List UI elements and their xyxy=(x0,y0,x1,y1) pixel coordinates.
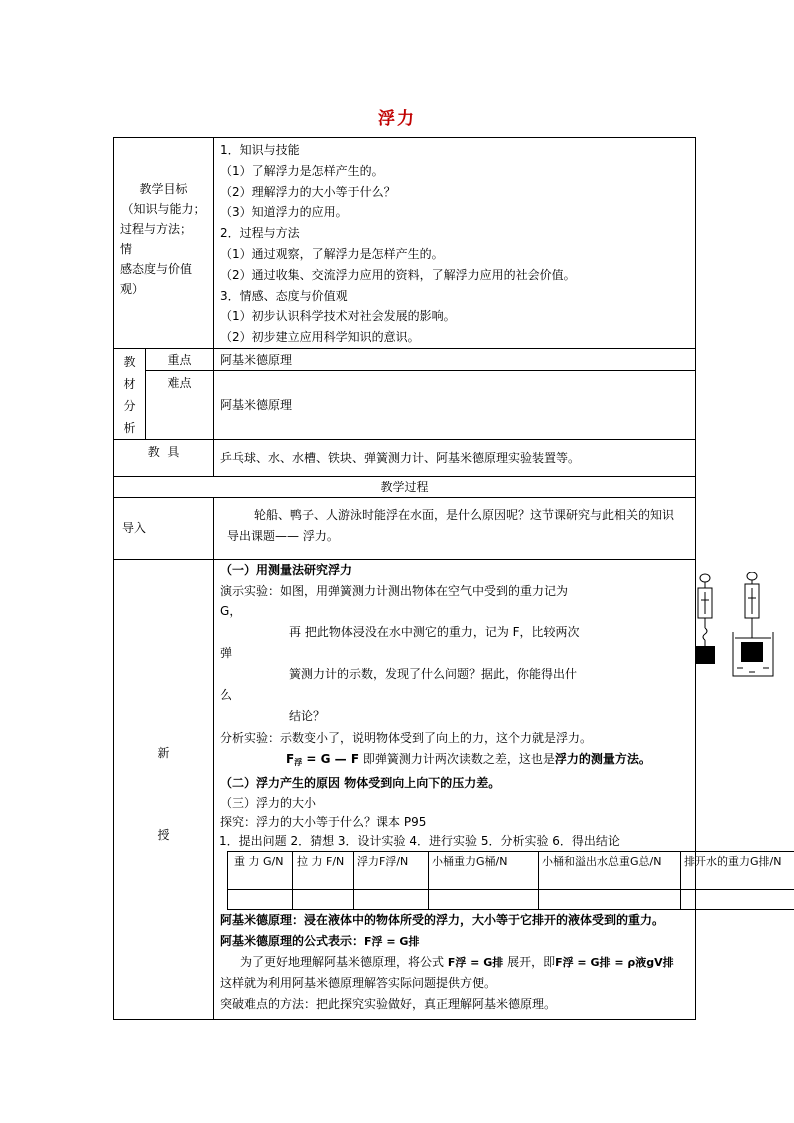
objectives-label-line: 观） xyxy=(120,282,145,296)
page-title: 浮力 xyxy=(378,109,416,129)
new-lesson-label-char: 新 xyxy=(157,746,170,761)
expand-text: 为了更好地理解阿基米德原理，将公式 xyxy=(240,954,448,969)
objective-line: （1）初步认识科学技术对社会发展的影响。 xyxy=(220,309,456,324)
objectives-content xyxy=(214,138,696,349)
objective-line: 3．情感、态度与价值观 xyxy=(220,288,348,303)
experiment-header-row xyxy=(228,851,794,889)
section-3: （三）浮力的大小 xyxy=(220,795,317,810)
data-cell xyxy=(539,889,681,909)
formula-f: F xyxy=(286,751,295,766)
demo-line: 么 xyxy=(220,687,233,702)
intro-label: 导入 xyxy=(114,497,214,559)
new-lesson-label xyxy=(114,559,214,1019)
spring-scale-air xyxy=(698,574,712,646)
expand-formula-2: F浮 = G排 = ρ液gV排 xyxy=(555,955,674,969)
objectives-label xyxy=(114,138,214,349)
key-point-value: 阿基米德原理 xyxy=(214,348,696,370)
data-cell xyxy=(354,889,429,909)
process-heading: 教学过程 xyxy=(114,476,696,497)
intro-line: 导出课题—— 浮力。 xyxy=(227,528,339,543)
expand-formula-1: F浮 = G排 xyxy=(447,955,504,969)
archimedes-principle: 阿基米德原理：浸在液体中的物体所受的浮力，大小等于它排开的液体受到的重力。 xyxy=(220,912,665,927)
spring-scale-apparatus-illustration xyxy=(693,572,789,682)
header-displaced-weight: 排开水的重力G排/N xyxy=(681,851,794,889)
demo-line: 演示实验：如图，用弹簧测力计测出物体在空气中受到的重力记为 xyxy=(220,583,569,598)
analysis-label xyxy=(114,348,146,439)
new-lesson-label-char: 授 xyxy=(157,828,170,843)
breakthrough-line: 突破难点的方法：把此探究实验做好，真正理解阿基米德原理。 xyxy=(220,996,557,1011)
objective-line: （1）通过观察，了解浮力是怎样产生的。 xyxy=(220,246,444,261)
header-pull: 拉 力 F/N xyxy=(293,851,354,889)
practical-line: 这样就为利用阿基米德原理解答实际问题提供方便。 xyxy=(220,975,497,990)
formula-title: 阿基米德原理的公式表示： xyxy=(220,933,365,948)
tools-value: 乒乓球、水、水槽、铁块、弹簧测力计、阿基米德原理实验装置等。 xyxy=(214,439,696,476)
objective-line: 1．知识与技能 xyxy=(220,143,300,157)
objectives-label-line: 感态度与价值 xyxy=(120,262,193,276)
intro-line: 轮船、鸭子、人游泳时能浮在水面，是什么原因呢？这节课研究与此相关的知识 xyxy=(254,507,675,522)
header-gravity: 重 力 G/N xyxy=(228,851,293,889)
explore-line: 探究：浮力的大小等于什么？课本 P95 xyxy=(220,814,427,829)
objective-line: （2）通过收集、交流浮力应用的资料，了解浮力应用的社会价值。 xyxy=(220,267,576,282)
objective-line: （1）了解浮力是怎样产生的。 xyxy=(220,163,384,178)
objectives-label-line: 教学目标 xyxy=(139,182,188,196)
analysis-label-char: 分 xyxy=(123,398,136,413)
formula-2: F浮 = G排 xyxy=(364,934,420,948)
data-cell xyxy=(293,889,354,909)
section-2: （二）浮力产生的原因 物体受到向上向下的压力差。 xyxy=(220,775,501,790)
analysis-label-char: 材 xyxy=(123,376,136,391)
formula-title-line xyxy=(220,931,695,952)
tools-label: 教 具 xyxy=(114,439,214,476)
difficulty-label: 难点 xyxy=(146,371,214,440)
objectives-label-line: 过程与方法； xyxy=(120,222,193,236)
steps-line: 1．提出问题 2．猜想 3．设计实验 4．进行实验 5．分析实验 6．得出结论 xyxy=(219,833,620,848)
header-bucket-weight: 小桶重力G桶/N xyxy=(429,851,539,889)
key-point-label: 重点 xyxy=(146,348,214,370)
objective-line: （2）初步建立应用科学知识的意识。 xyxy=(220,330,420,345)
block-in-water xyxy=(741,642,763,662)
formula-method: 浮力的测量方法。 xyxy=(554,751,651,766)
expand-line xyxy=(220,952,695,973)
objectives-row xyxy=(114,138,696,349)
process-heading-row xyxy=(114,476,696,497)
data-cell xyxy=(681,889,794,909)
objective-line: （3）知道浮力的应用。 xyxy=(220,205,348,220)
formula-desc: 即弹簧测力计两次读数之差，这也是 xyxy=(359,751,555,766)
key-point-row xyxy=(114,348,696,370)
expand-text-2: 展开，即 xyxy=(503,954,556,969)
demo-line: 簧测力计的示数，发现了什么问题？据此，你能得出什 xyxy=(289,666,578,681)
header-total-weight: 小桶和溢出水总重G总/N xyxy=(539,851,681,889)
objective-line: （2）理解浮力的大小等于什么？ xyxy=(220,184,396,199)
tools-row xyxy=(114,439,696,476)
data-cell xyxy=(429,889,539,909)
new-lesson-content xyxy=(214,559,782,1019)
objective-line: 2．过程与方法 xyxy=(220,226,300,241)
block-in-air xyxy=(695,646,715,664)
formula-line xyxy=(220,749,695,773)
analysis-line: 分析实验：示数变小了，说明物体受到了向上的力，这个力就是浮力。 xyxy=(220,730,593,745)
section-1-title: （一）用测量法研究浮力 xyxy=(220,562,353,577)
intro-content xyxy=(214,497,696,559)
lesson-plan-table xyxy=(113,137,782,1020)
formula-rest: = G — F xyxy=(302,751,360,766)
objectives-label-line: 情 xyxy=(120,242,133,256)
demo-line: 弹 xyxy=(220,645,233,660)
difficulty-value: 阿基米德原理 xyxy=(214,371,696,440)
new-lesson-row xyxy=(114,559,696,1019)
analysis-label-char: 析 xyxy=(123,420,136,435)
demo-line: G， xyxy=(220,603,242,618)
data-cell xyxy=(228,889,293,909)
experiment-data-row xyxy=(228,889,794,909)
difficulty-row xyxy=(114,371,696,440)
analysis-label-char: 教 xyxy=(123,354,136,369)
header-buoyancy: 浮力F浮/N xyxy=(354,851,429,889)
experiment-table xyxy=(227,851,794,910)
objectives-label-line: （知识与能力； xyxy=(121,202,206,216)
formula-sub: 浮 xyxy=(294,757,303,767)
intro-row xyxy=(114,497,696,559)
demo-line: 结论？ xyxy=(289,708,326,723)
demo-line: 再 把此物体浸没在水中测它的重力，记为 F，比较两次 xyxy=(289,624,580,639)
